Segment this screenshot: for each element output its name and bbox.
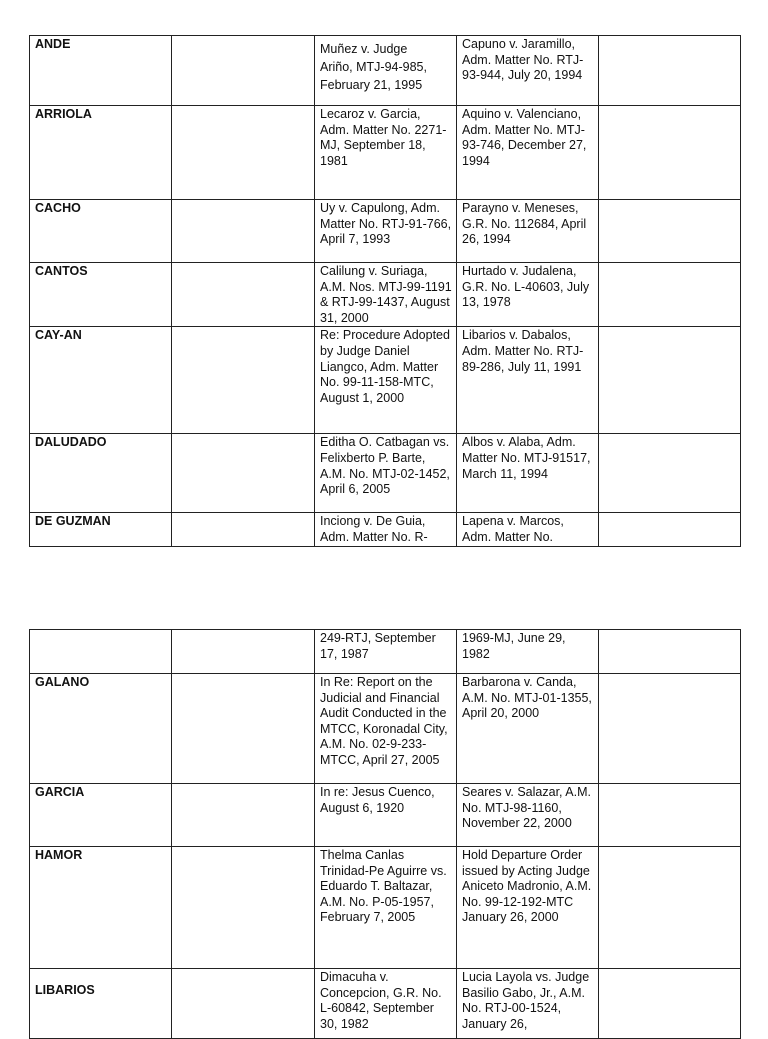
empty-cell [599, 630, 741, 674]
case-cell: 1969-MJ, June 29, 1982 [457, 630, 599, 674]
case-cell: Capuno v. Jaramillo, Adm. Matter No. RTJ-93-944, July 20, 1994 [457, 36, 599, 106]
table-row [30, 263, 741, 327]
empty-cell [172, 106, 315, 200]
table-row [30, 36, 741, 106]
case-cell: 249-RTJ, September 17, 1987 [315, 630, 457, 674]
case-cell: Parayno v. Meneses, G.R. No. 112684, April 26, 1994 [457, 200, 599, 263]
table-row [30, 434, 741, 513]
judge-name: HAMOR [30, 847, 172, 969]
empty-cell [599, 784, 741, 847]
empty-cell [599, 513, 741, 546]
empty-cell [599, 36, 741, 106]
judge-name [30, 630, 172, 674]
empty-cell [599, 327, 741, 434]
judge-name: LIBARIOS [30, 969, 172, 1039]
empty-cell [172, 674, 315, 784]
empty-cell [172, 434, 315, 513]
case-cell: Albos v. Alaba, Adm. Matter No. MTJ-91517, March 11, 1994 [457, 434, 599, 513]
judge-name: CANTOS [30, 263, 172, 327]
case-cell: Editha O. Catbagan vs. Felixberto P. Barte, A.M. No. MTJ-02-1452, April 6, 2005 [315, 434, 457, 513]
empty-cell [599, 434, 741, 513]
case-cell: Lucia Layola vs. Judge Basilio Gabo, Jr., A.M. No. RTJ-00-1524, January 26, [457, 969, 599, 1039]
empty-cell [172, 200, 315, 263]
judge-name: ANDE [30, 36, 172, 106]
table-row [30, 630, 741, 674]
case-cell: Inciong v. De Guia, Adm. Matter No. R- [315, 513, 457, 546]
table-row [30, 106, 741, 200]
table-row [30, 784, 741, 847]
table-row [30, 847, 741, 969]
judge-name: GARCIA [30, 784, 172, 847]
case-cell: Barbarona v. Canda, A.M. No. MTJ-01-1355, April 20, 2000 [457, 674, 599, 784]
judge-name: CACHO [30, 200, 172, 263]
empty-cell [172, 327, 315, 434]
case-cell: Uy v. Capulong, Adm. Matter No. RTJ-91-766, April 7, 1993 [315, 200, 457, 263]
case-cell: Muñez v. Judge Ariño, MTJ-94-985, February 21, 1995 [315, 36, 457, 106]
case-cell: Lecaroz v. Garcia, Adm. Matter No. 2271-MJ, September 18, 1981 [315, 106, 457, 200]
judge-name: ARRIOLA [30, 106, 172, 200]
case-cell: In re: Jesus Cuenco, August 6, 1920 [315, 784, 457, 847]
case-cell: Dimacuha v. Concepcion, G.R. No. L-60842, September 30, 1982 [315, 969, 457, 1039]
judge-name: GALANO [30, 674, 172, 784]
empty-cell [599, 106, 741, 200]
empty-cell [172, 263, 315, 327]
case-cell: Hold Departure Order issued by Acting Judge Aniceto Madronio, A.M. No. 99-12-192-MTC January 26, 2000 [457, 847, 599, 969]
table-row [30, 200, 741, 263]
case-cell: Re: Procedure Adopted by Judge Daniel Liangco, Adm. Matter No. 99-11-158-MTC, August 1, 2000 [315, 327, 457, 434]
case-table-top [29, 35, 741, 547]
table-row [30, 513, 741, 546]
empty-cell [172, 630, 315, 674]
empty-cell [599, 847, 741, 969]
table-row [30, 969, 741, 1039]
empty-cell [599, 674, 741, 784]
empty-cell [599, 969, 741, 1039]
case-cell: Lapena v. Marcos, Adm. Matter No. [457, 513, 599, 546]
case-cell: Aquino v. Valenciano, Adm. Matter No. MTJ-93-746, December 27, 1994 [457, 106, 599, 200]
empty-cell [172, 784, 315, 847]
judge-name: CAY-AN [30, 327, 172, 434]
case-cell: Libarios v. Dabalos, Adm. Matter No. RTJ-89-286, July 11, 1991 [457, 327, 599, 434]
empty-cell [172, 969, 315, 1039]
empty-cell [172, 847, 315, 969]
case-cell: Thelma Canlas Trinidad-Pe Aguirre vs. Eduardo T. Baltazar, A.M. No. P-05-1957, February 7, 2005 [315, 847, 457, 969]
case-table-bottom [29, 629, 741, 1039]
table-row [30, 327, 741, 434]
empty-cell [599, 200, 741, 263]
empty-cell [172, 513, 315, 546]
empty-cell [599, 263, 741, 327]
table-row [30, 674, 741, 784]
case-cell: Seares v. Salazar, A.M. No. MTJ-98-1160, November 22, 2000 [457, 784, 599, 847]
judge-name: DE GUZMAN [30, 513, 172, 546]
case-cell: Calilung v. Suriaga, A.M. Nos. MTJ-99-1191 & RTJ-99-1437, August 31, 2000 [315, 263, 457, 327]
case-cell: Hurtado v. Judalena, G.R. No. L-40603, July 13, 1978 [457, 263, 599, 327]
case-cell: In Re: Report on the Judicial and Financial Audit Conducted in the MTCC, Koronadal City, A.M. No. 02-9-233-MTCC, April 27, 2005 [315, 674, 457, 784]
empty-cell [172, 36, 315, 106]
judge-name: DALUDADO [30, 434, 172, 513]
